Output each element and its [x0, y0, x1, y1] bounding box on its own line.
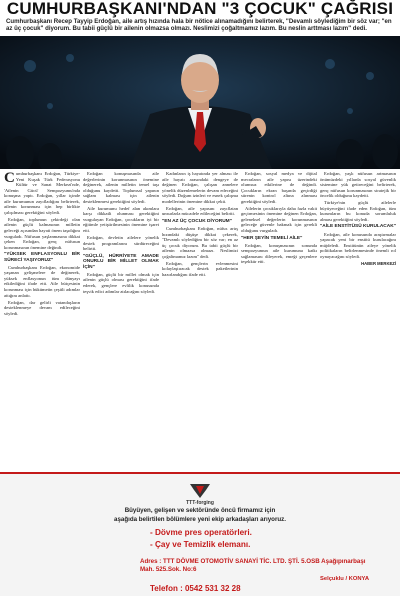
photo-illustration: [0, 36, 400, 169]
ttt-forging-logo: [168, 482, 232, 506]
dropcap: C: [4, 171, 15, 186]
article-paragraph: Türkiye'nin güçlü ailelerle büyüyeceğini ifade eden Erdoğan, tüm kurumların bu konuda sorumluluk alması gerektiğini söyledi.: [320, 200, 396, 222]
ad-intro-line-1: Büyüyen, gelişen ve sektöründe öncü firmamız için: [124, 507, 276, 514]
logo-text: TTT-forging: [186, 500, 214, 506]
article-body: [4, 171, 396, 469]
article-column-4: [241, 171, 317, 469]
byline: HABER MERKEZİ: [361, 261, 396, 267]
lead-photo: [0, 36, 400, 169]
article-column-2: [83, 171, 159, 469]
ad-city: Selçuklu / KONYA: [320, 576, 370, 582]
ad-position-2: - Çay ve Temizlik elemanı.: [150, 540, 251, 549]
article-paragraph: Erdoğan konuşmasında aile değerlerinin korunmasının önemine değinerek, ailenin milletin temel taşı olduğunu kaydetti. Toplumsal yapının sağlam kalması için ailenin desteklenmesi gerektiğini söyledi.: [83, 171, 159, 204]
article-paragraph: Erdoğan, yaşlı nüfusun artmasının önümüzdeki yıllarda sosyal güvenlik sistemine yük getireceğini belirterek, genç nüfusun korunmasının stratejik bir öncelik olduğunu kaydetti.: [320, 171, 396, 199]
article-paragraph: Aile kurumunu hedef alan akımlara karşı dikkatli olunması gerektiğini vurgulayan Erdoğan, çocukların iyi bir eğitimle yetiştirilmesinin önemine işaret etti.: [83, 205, 159, 233]
article-paragraph: Erdoğan, gençlerin evlenmesini kolaylaştıracak destek paketlerinin hazırlandığını ifade etti.: [162, 260, 238, 277]
article-paragraph: Erdoğan, konuşmasının sonunda sempozyumun aile kurumuna katkı sağlamasını dileyerek, emeği geçenlere teşekkür etti.: [241, 242, 317, 265]
headline: CUMHURBAŞKANI'NDAN "3 ÇOCUK" ÇAĞRISI: [6, 0, 394, 18]
ad-phone: Telefon : 0542 531 32 28: [150, 584, 241, 593]
article-paragraph: Cumhurbaşkanı Erdoğan, ekonomide yaşanan gelişmelere de değinerek, yüksek enflasyonun tüm dünyayı etkilediğini ifade etti. Aile bütçesinin korunması için hükümetin çeşitli adımlar attığını anlattı.: [4, 264, 80, 298]
article-paragraph: Erdoğan, toplumun çekirdeği olan ailenin güçlü kalmasının milletin geleceği açısından hayati önem taşıdığını vurguladı. Nüfusun yaşlanmasına dikkat çeken Erdoğan, genç nüfusun korunmasının önemine değindi.: [4, 216, 80, 250]
article-paragraph: Erdoğan, güçlü bir millet olmak için ailenin güçlü olması gerektiğini ifade ederek, gençlere evlilik konusunda teşvik edici adımlar atılacağını söyledi.: [83, 271, 159, 294]
article-paragraph: Ailelerin çocuklarıyla daha fazla vakit geçirmesinin önemine değinen Erdoğan, geleneksel değerlerin korunmasının geleceğe güvenle bakmak için gerekli olduğunu vurguladı.: [241, 205, 317, 233]
article-paragraph: Erdoğan, aile konusunda araştırmalar yapacak yeni bir enstitü kurulacağını müjdeledi. Enstitünün aileye yönelik politikaların belirlenmesinde önemli rol oynayacağını söyledi.: [320, 231, 396, 259]
article-paragraph: Erdoğan, devletin ailelere yönelik destek programlarını sürdüreceğini belirtti.: [83, 235, 159, 252]
article-column-1: [4, 171, 80, 469]
article-column-3: [162, 171, 238, 469]
ad-address: Adres : TTT DÖVME OTOMOTİV SANAYİ TİC. LTD. ŞTİ. 5.OSB Aşağıpınarbaşı Mah. 525.Sok. No:6: [140, 558, 366, 573]
article-paragraph: Erdoğan, aile yapısını zayıflatan unsurlarla mücadele edileceğini belirtti.: [162, 205, 238, 217]
ad-position-1: - Dövme pres operatörleri.: [150, 528, 252, 537]
article-column-5: [320, 171, 396, 469]
logo-mark-icon: [168, 482, 232, 500]
lead-text: Cumhurbaşkanı Recep Tayyip Erdoğan, aile artış hızında hala bir nötice alınamadığını belirterek, "Devamlı söylediğim bir söz var; "en az üç çocuk" diyorum. Bu tabii güçlü bir ailenin olmazsa olmazı. Neslimizi çoğaltmamız lazım. Bu neslin arttması lazım" dedi.: [6, 18, 392, 33]
article-subheading: "EN AZ ÜÇ ÇOCUK DİYORUM": [162, 218, 232, 224]
article-paragraph: Kadınların iş hayatında yer alması ile aile hayatı arasındaki dengeye de değinen Erdoğan, çalışan annelere yönelik düzenlemelerin devam edeceğini söyledi. Doğum izinleri ve esnek çalışma modellerinin önemine dikkat çekti.: [162, 171, 238, 204]
article-paragraph: Erdoğan, dar gelirli vatandaşların desteklenmeye devam edileceğini söyledi.: [4, 299, 80, 316]
ad-intro-line-2: aşağıda belirtilen bölümlere yeni ekip arkadaşları arıyoruz.: [114, 516, 286, 523]
article-subheading: "GÜÇLÜ, HÜRRİYETE AMADE ONURLU BİR MİLLET OLMAK İÇİN": [83, 253, 159, 270]
job-advertisement: [0, 472, 400, 596]
article-paragraph: Cumhurbaşkanı Erdoğan, nüfus artış hızındaki düşüşe dikkat çekerek, "Devamlı söylediğim bir söz var; en az üç çocuk diyorum. Bu tabii güçlü bir ailenin olmazsa olmazı. Neslimizi çoğaltmamız lazım" dedi.: [162, 225, 238, 259]
article-paragraph: Erdoğan, sosyal medya ve dijital mecraların aile yapısı üzerindeki olumsuz etkilerine de değindi. Çocukların ekran başında geçirdiği sürenin kontrol altına alınması gerektiğini söyledi.: [241, 171, 317, 204]
article-subheading: "AİLE ENSTİTÜSÜ KURULACAK": [320, 224, 396, 230]
article-paragraph: Cumhurbaşkanı Erdoğan, Türkiye-Yeni Kuşak Türk Federasyonu Kültür ve Sanat Merkezi'nde, 'Ailenin Gücü' Sempozyumu'nda konuşma yaptı. Erdoğan, yıllar içinde aile kurumunun zayıfladığını belirterek, ailenin korunması için hep birlikte çalışılması gerektiğini söyledi.: [4, 171, 80, 215]
article-subheading: "YÜKSEK ENFLASYONLU BİR SÜRECİ YAŞIYORUZ": [4, 252, 80, 263]
article-subheading: "HER ŞEYİN TEMELİ AİLE": [241, 235, 303, 241]
